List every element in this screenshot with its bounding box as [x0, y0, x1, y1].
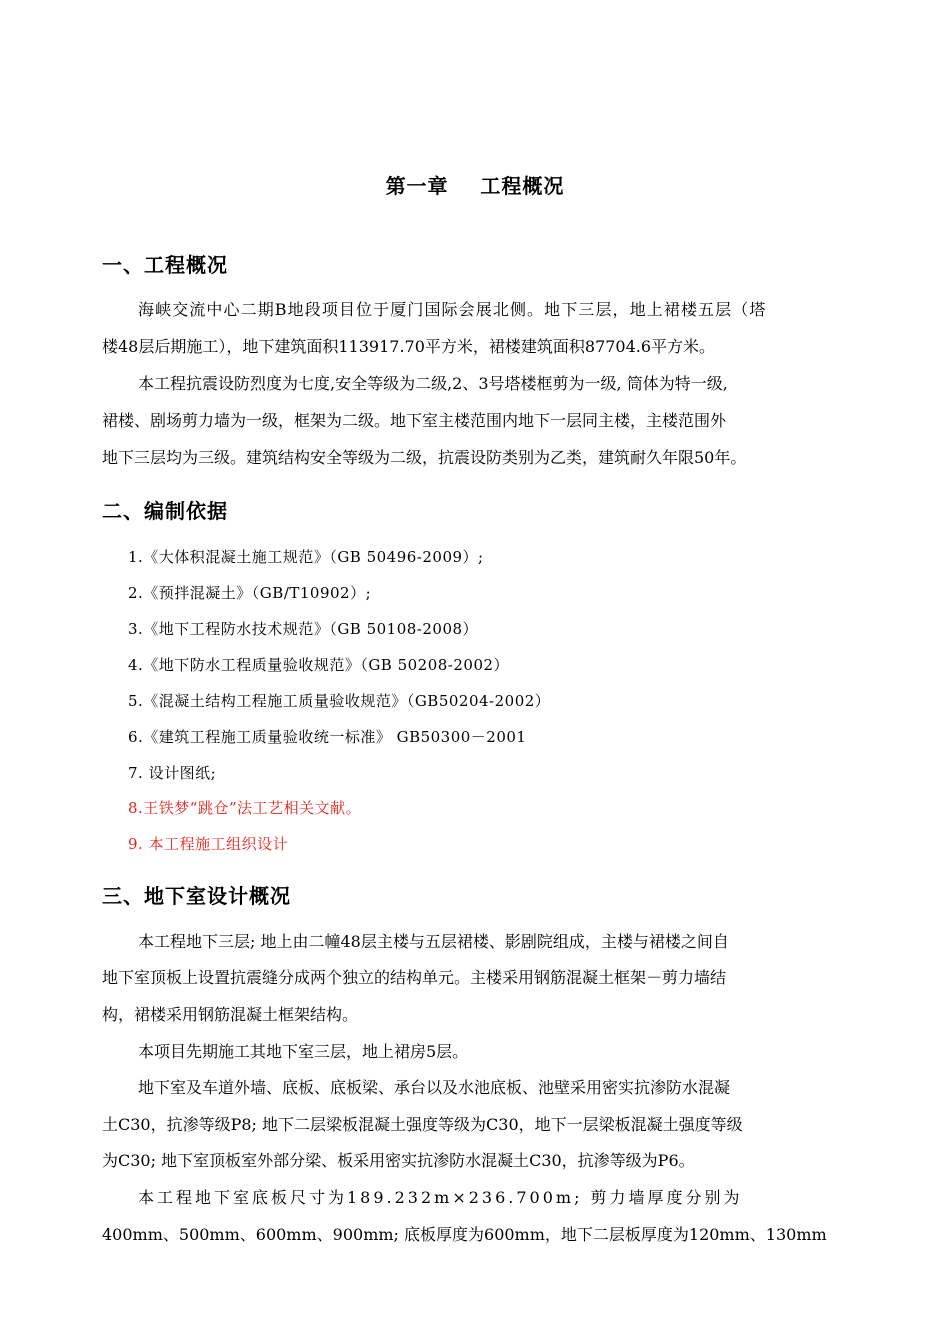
paragraph-line: 构，裙楼采用钢筋混凝土框架结构。 [102, 1005, 359, 1024]
paragraph-line: 土C30，抗渗等级P8; 地下二层梁板混凝土强度等级为C30，地下一层梁板混凝土强度等级 [102, 1115, 743, 1134]
chapter-title: 第一章 工程概况 [385, 174, 565, 198]
list-item: 3.《地下工程防水技术规范》（GB 50108-2008） [128, 620, 479, 638]
list-item: 6.《建筑工程施工质量验收统一标准》 GB50300－2001 [128, 728, 527, 746]
paragraph-line: 400mm、500mm、600mm、900mm; 底板厚度为600mm，地下二层板厚度为120mm、130mm [102, 1225, 827, 1244]
paragraph-line: 海峡交流中心二期B地段项目位于厦门国际会展北侧。地下三层，地上裙楼五层（塔 [138, 300, 767, 319]
list-item: 5.《混凝土结构工程施工质量验收规范》（GB50204-2002） [128, 692, 551, 710]
paragraph-line: 为C30; 地下室顶板室外部分梁、板采用密实抗渗防水混凝土C30，抗渗等级为P6。 [102, 1151, 695, 1170]
list-item: 7. 设计图纸; [128, 764, 217, 782]
paragraph-line: 本项目先期施工其地下室三层，地上裙房5层。 [138, 1042, 469, 1061]
list-item: 1.《大体积混凝土施工规范》（GB 50496-2009）; [128, 548, 484, 566]
paragraph-line: 楼48层后期施工），地下建筑面积113917.70平方米，裙楼建筑面积87704.6平方米。 [102, 337, 716, 356]
section-heading-basement: 三、地下室设计概况 [102, 884, 291, 908]
list-item: 2.《预拌混凝土》（GB/T10902）; [128, 584, 372, 602]
paragraph-line: 本工程地下三层; 地上由二幢48层主楼与五层裙楼、影剧院组成，主楼与裙楼之间自 [138, 932, 729, 951]
paragraph-line: 本工程抗震设防烈度为七度,安全等级为二级,2、3号塔楼框剪为一级, 筒体为特一级, [138, 374, 728, 393]
paragraph-line: 本工程地下室底板尺寸为189.232m×236.700m; 剪力墙厚度分别为 [138, 1188, 743, 1207]
list-item: 4.《地下防水工程质量验收规范》（GB 50208-2002） [128, 656, 510, 674]
paragraph-line: 地下室顶板上设置抗震缝分成两个独立的结构单元。主楼采用钢筋混凝土框架－剪力墙结 [102, 968, 727, 987]
section-heading-basis: 二、编制依据 [102, 499, 228, 523]
section-heading-overview: 一、工程概况 [102, 253, 228, 277]
paragraph-line: 裙楼、剧场剪力墙为一级，框架为二级。地下室主楼范围内地下一层同主楼，主楼范围外 [102, 411, 727, 430]
paragraph-line: 地下室及车道外墙、底板、底板梁、承台以及水池底板、池壁采用密实抗渗防水混凝 [138, 1078, 731, 1097]
list-item-highlighted: 9. 本工程施工组织设计 [128, 835, 289, 853]
list-item-highlighted: 8.王铁梦“跳仓”法工艺相关文献。 [128, 799, 362, 817]
paragraph-line: 地下三层均为三级。建筑结构安全等级为二级，抗震设防类别为乙类，建筑耐久年限50年。 [102, 448, 747, 467]
